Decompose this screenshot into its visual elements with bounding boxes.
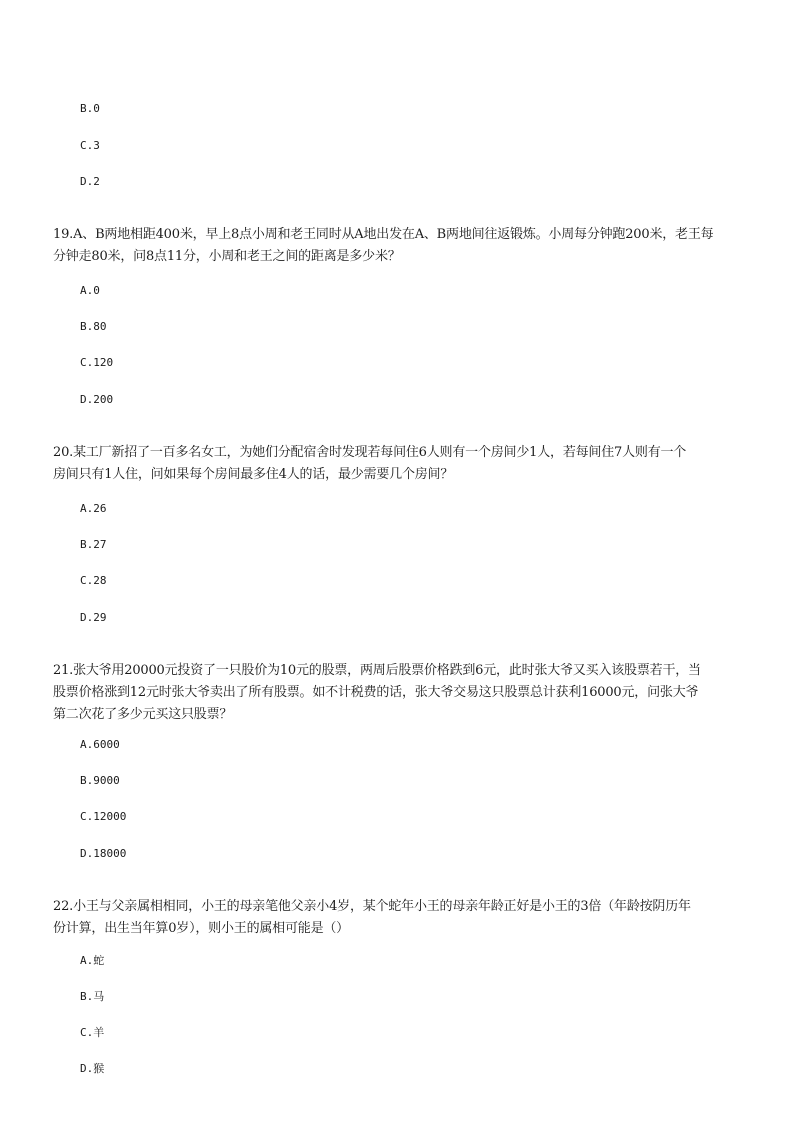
question-line: 第二次花了多少元买这只股票？ xyxy=(53,707,233,722)
question-line: 22.小王与父亲属相相同，小王的母亲笔他父亲小4岁，某个蛇年小王的母亲年龄正好是小王的3倍（年龄按阴历年 xyxy=(53,899,691,914)
question-line: 房间只有1人住，问如果每个房间最多住4人的话，最少需要几个房间？ xyxy=(53,467,454,482)
option-a[interactable]: A.蛇 xyxy=(80,954,105,967)
option-b[interactable]: B.0 xyxy=(80,102,100,115)
question-line: 份计算，出生当年算0岁），则小王的属相可能是（） xyxy=(53,921,349,936)
option-d[interactable]: D.29 xyxy=(80,611,107,624)
option-b[interactable]: B.马 xyxy=(80,990,105,1003)
option-b[interactable]: B.80 xyxy=(80,320,107,333)
question-line: 20.某工厂新招了一百多名女工，为她们分配宿舍时发现若每间住6人则有一个房间少1人，若每间住7人则有一个 xyxy=(53,445,687,460)
option-c[interactable]: C.120 xyxy=(80,356,114,369)
question-text xyxy=(53,442,753,486)
question-line: 19.A、B两地相距400米，早上8点小周和老王同时从A地出发在A、B两地间往返锻炼。小周每分钟跑200米，老王每 xyxy=(53,227,714,242)
question-text xyxy=(53,224,753,268)
question-text xyxy=(53,660,753,726)
option-c[interactable]: C.3 xyxy=(80,139,100,152)
option-a[interactable]: A.0 xyxy=(80,284,100,297)
option-d[interactable]: D.2 xyxy=(80,175,100,188)
question-line: 股票价格涨到12元时张大爷卖出了所有股票。如不计税费的话，张大爷交易这只股票总计获利16000元，问张大爷 xyxy=(53,685,699,700)
option-c[interactable]: C.羊 xyxy=(80,1026,105,1039)
option-d[interactable]: D.猴 xyxy=(80,1062,105,1075)
option-b[interactable]: B.27 xyxy=(80,538,107,551)
option-a[interactable]: A.26 xyxy=(80,502,107,515)
question-line: 分钟走80米，问8点11分，小周和老王之间的距离是多少米？ xyxy=(53,249,401,264)
option-d[interactable]: D.200 xyxy=(80,393,114,406)
question-line: 21.张大爷用20000元投资了一只股价为10元的股票，两周后股票价格跌到6元，此时张大爷又买入该股票若干，当 xyxy=(53,663,701,678)
option-d[interactable]: D.18000 xyxy=(80,847,127,860)
option-a[interactable]: A.6000 xyxy=(80,738,120,751)
option-c[interactable]: C.28 xyxy=(80,574,107,587)
option-c[interactable]: C.12000 xyxy=(80,810,127,823)
option-b[interactable]: B.9000 xyxy=(80,774,120,787)
question-text xyxy=(53,896,753,940)
